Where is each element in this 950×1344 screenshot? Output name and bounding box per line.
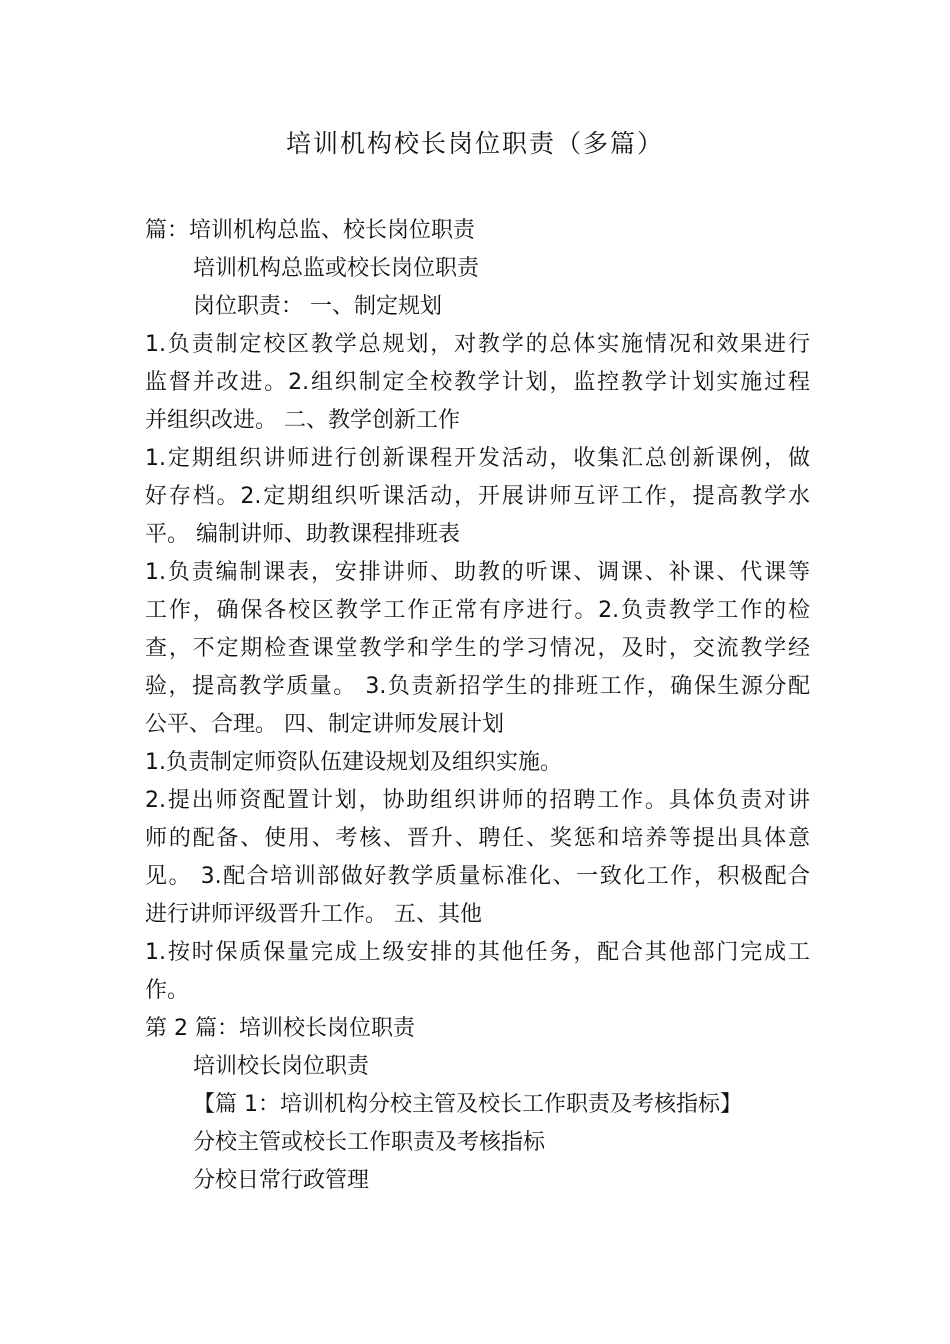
text-line: 公平、合理。 四、制定讲师发展计划 — [145, 712, 504, 737]
text-line: 分校主管或校长工作职责及考核指标 — [193, 1130, 546, 1155]
text-line: 验，提高教学质量。 3.负责新招学生的排班工作，确保生源分配 — [145, 674, 810, 699]
text-line: 岗位职责： 一、制定规划 — [193, 294, 442, 319]
text-line: 1.负责制定校区教学总规划，对教学的总体实施情况和效果进行 — [145, 332, 810, 357]
document-title: 培训机构校长岗位职责（多篇） — [285, 129, 664, 158]
text-line: 分校日常行政管理 — [193, 1168, 370, 1193]
text-line: 培训校长岗位职责 — [193, 1054, 370, 1079]
text-line: 好存档。2.定期组织听课活动，开展讲师互评工作，提高教学水 — [145, 484, 810, 509]
text-line: 1.按时保质保量完成上级安排的其他任务，配合其他部门完成工 — [145, 940, 810, 965]
text-line: 见。 3.配合培训部做好教学质量标准化、一致化工作，积极配合 — [145, 864, 810, 889]
text-line: 工作，确保各校区教学工作正常有序进行。2.负责教学工作的检 — [145, 598, 810, 623]
text-line: 并组织改进。 二、教学创新工作 — [145, 408, 460, 433]
text-line: 培训机构总监或校长岗位职责 — [193, 256, 480, 281]
text-line: 监督并改进。2.组织制定全校教学计划，监控教学计划实施过程 — [145, 370, 810, 395]
text-line: 平。 编制讲师、助教课程排班表 — [145, 522, 460, 547]
text-line: 1.定期组织讲师进行创新课程开发活动，收集汇总创新课例，做 — [145, 446, 810, 471]
text-line: 2.提出师资配置计划，协助组织讲师的招聘工作。具体负责对讲 — [145, 788, 810, 813]
text-line: 1.负责编制课表，安排讲师、助教的听课、调课、补课、代课等 — [145, 560, 810, 585]
text-line: 作。 — [145, 978, 190, 1003]
document-body — [145, 212, 810, 1200]
text-line: 第 2 篇：培训校长岗位职责 — [145, 1016, 415, 1041]
text-line: 1.负责制定师资队伍建设规划及组织实施。 — [145, 750, 562, 775]
text-line: 查，不定期检查课堂教学和学生的学习情况，及时，交流教学经 — [145, 636, 810, 661]
text-line: 【篇 1：培训机构分校主管及校长工作职责及考核指标】 — [193, 1092, 742, 1117]
text-line: 篇：培训机构总监、校长岗位职责 — [145, 218, 476, 243]
text-line: 师的配备、使用、考核、晋升、聘任、奖惩和培养等提出具体意 — [145, 826, 810, 851]
text-line: 进行讲师评级晋升工作。 五、其他 — [145, 902, 482, 927]
